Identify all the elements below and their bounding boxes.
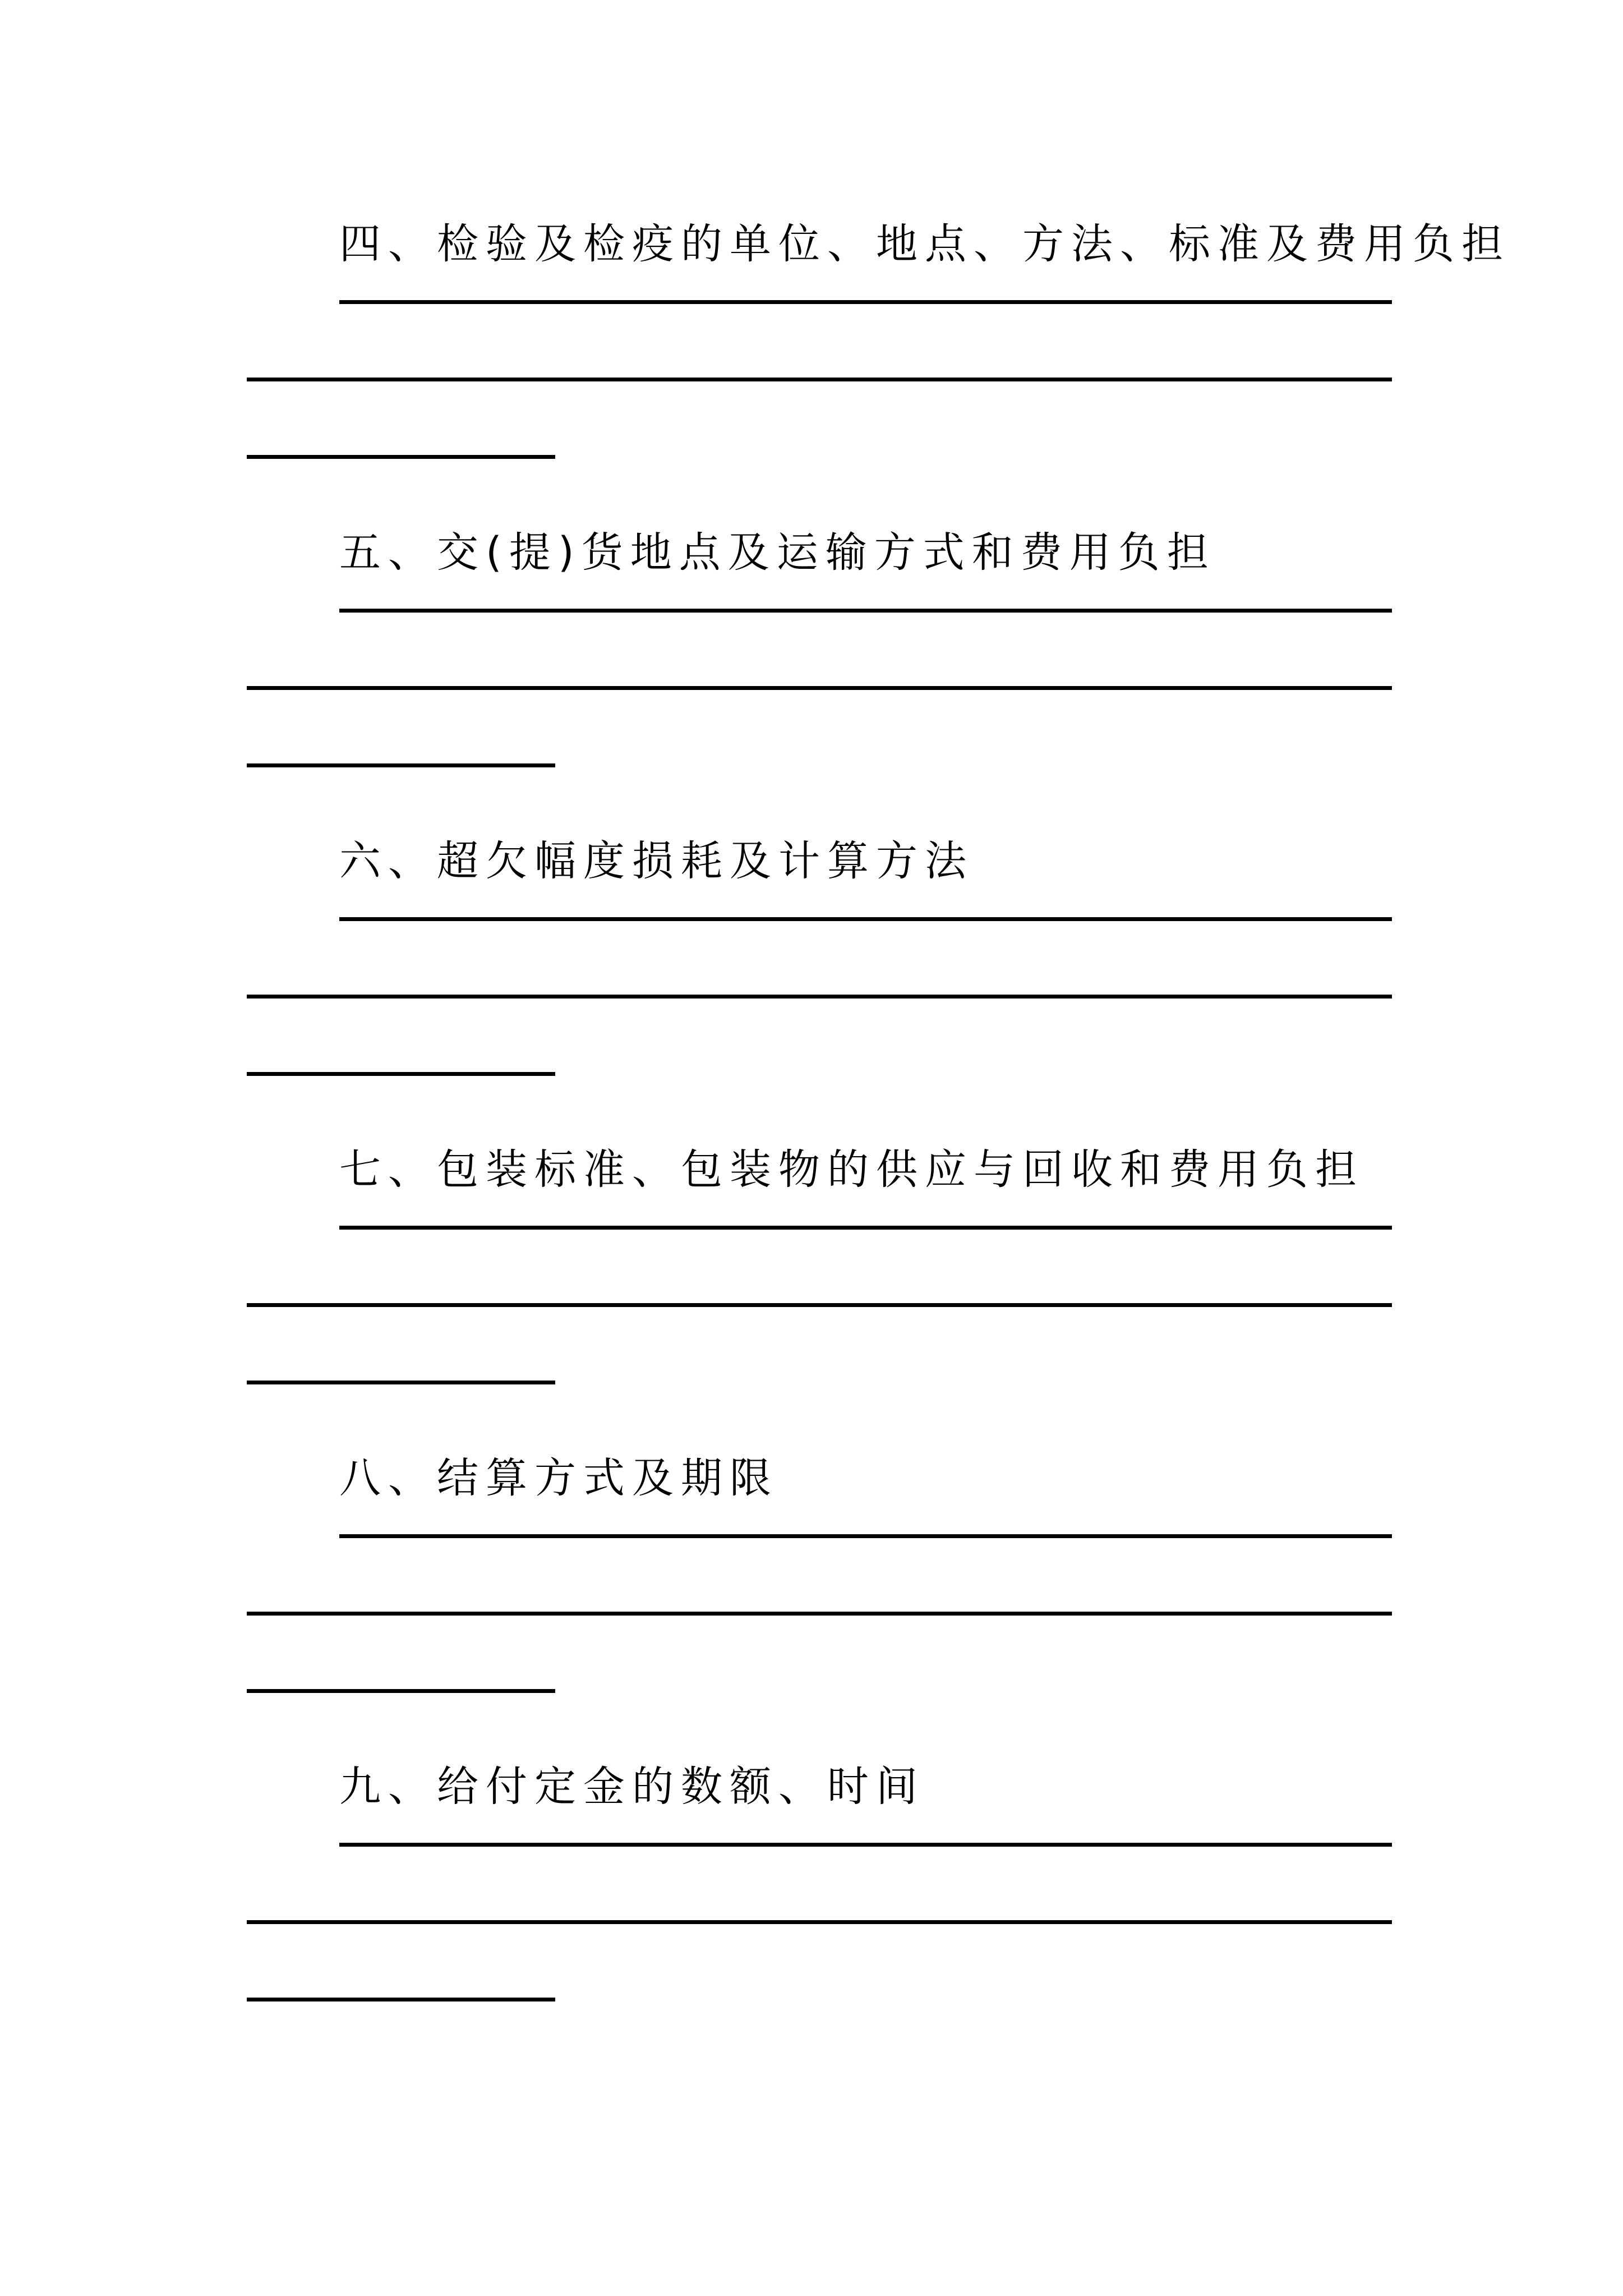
section-packaging — [0, 1139, 1623, 1447]
section-heading: 七、包装标准、包装物的供应与回收和费用负担 — [339, 1145, 1364, 1194]
fill-in-line — [247, 1612, 1392, 1616]
fill-in-line — [339, 1534, 1392, 1538]
section-heading: 四、检验及检疫的单位、地点、方法、标准及费用负担 — [339, 220, 1510, 268]
fill-in-line — [247, 378, 1392, 381]
fill-in-line — [247, 1303, 1392, 1307]
fill-in-line — [247, 1072, 555, 1076]
fill-in-line — [247, 763, 555, 767]
fill-in-line — [247, 1381, 555, 1384]
section-heading: 六、超欠幅度损耗及计算方法 — [339, 837, 974, 885]
section-heading: 五、交(提)货地点及运输方式和费用负担 — [339, 528, 1216, 577]
fill-in-line — [339, 300, 1392, 304]
section-loss-calculation — [0, 830, 1623, 1139]
section-deposit — [0, 1756, 1623, 2064]
fill-in-line — [339, 917, 1392, 921]
section-inspection — [0, 213, 1623, 522]
section-heading: 八、结算方式及期限 — [339, 1454, 778, 1502]
fill-in-line — [247, 1689, 555, 1693]
fill-in-line — [247, 1920, 1392, 1924]
section-settlement — [0, 1447, 1623, 1756]
fill-in-line — [339, 609, 1392, 613]
fill-in-line — [247, 995, 1392, 999]
fill-in-line — [339, 1843, 1392, 1847]
fill-in-line — [339, 1226, 1392, 1230]
fill-in-line — [247, 1998, 555, 2001]
section-heading: 九、给付定金的数额、时间 — [339, 1763, 925, 1811]
section-delivery — [0, 522, 1623, 830]
fill-in-line — [247, 455, 555, 459]
fill-in-line — [247, 686, 1392, 690]
